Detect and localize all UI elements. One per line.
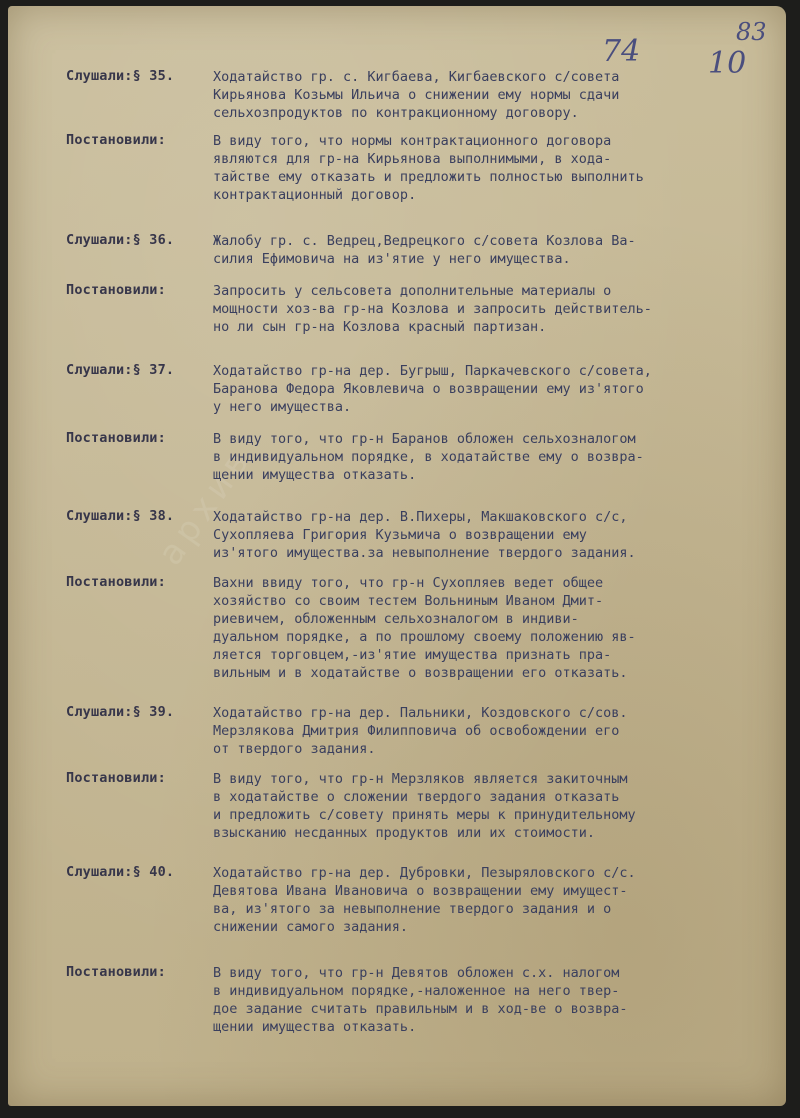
entry-text: Ходатайство гр-на дер. Пальники, Коздовского с/сов. Мерзлякова Дмитрия Филипповича об освобождении его от твердого задания. — [213, 705, 628, 757]
entry-label: Постановили: — [66, 770, 166, 786]
entry-text: В виду того, что гр-н Мерзляков является закиточным в ходатайстве о сложении твердого задания отказать и предложить с/совету принять меры к принудительному взысканию несданных продуктов или их стоимости. — [213, 771, 636, 841]
entry-text: Жалобу гр. с. Ведрец,Ведрецкого с/совета Козлова Ва- силия Ефимовича на из'ятие у него имущества. — [213, 233, 636, 267]
entry-label: Слушали:§ 37. — [66, 362, 175, 378]
entry-label: Постановили: — [66, 132, 166, 148]
watermark: архив — [150, 439, 261, 573]
entry-text: Вахни ввиду того, что гр-н Сухопляев ведет общее хозяйство со своим тестем Вольниным Иваном Дмит- риевичем, обложенным сельхозналогом в индиви- дуальном порядке, а по прошлому своему положению яв- ляется торговцем,-из'ятие имущества признать пра- вильным и в ходатайстве о возвращении его отказать. — [213, 575, 636, 681]
entry-label: Постановили: — [66, 574, 166, 590]
entry-text: Ходатайство гр. с. Кигбаева, Кигбаевского с/совета Кирьянова Козьмы Ильича о снижении ему нормы сдачи сельхозпродуктов по контракционному договору. — [213, 69, 620, 121]
entry-label: Постановили: — [66, 964, 166, 980]
entry-label: Слушали:§ 38. — [66, 508, 175, 524]
entry-label: Слушали:§ 40. — [66, 864, 175, 880]
entry-text: Ходатайство гр-на дер. Бугрыш, Паркачевского с/совета, Баранова Федора Яковлевича о возвращении ему из'ятого у него имущества. — [213, 363, 652, 415]
entry-label: Постановили: — [66, 430, 166, 446]
page-number: 83 — [736, 18, 767, 46]
entry-text: В виду того, что гр-н Девятов обложен с.х. налогом в индивидуальном порядке,-наложенное на него твер- дое задание считать правильным и в ход-ве о возвра- щении имущества отказать. — [213, 965, 628, 1035]
entry-text: Запросить у сельсовета дополнительные материалы о мощности хоз-ва гр-на Козлова и запросить действитель- но ли сын гр-на Козлова красный партизан. — [213, 283, 652, 335]
entry-text: Ходатайство гр-на дер. Дубровки, Пезыряловского с/с. Девятова Ивана Ивановича о возвращении ему имущест- ва, из'ятого за невыполнение твердого задания и о снижении самого задания. — [213, 865, 636, 935]
entry-label: Постановили: — [66, 282, 166, 298]
archive-page — [8, 6, 786, 1106]
margin-note: 74 — [602, 34, 641, 69]
entry-text: Ходатайство гр-на дер. В.Пихеры, Макшаковского с/с, Сухопляева Григория Кузьмича о возвращении ему из'ятого имущества.за невыполнение твердого задания. — [213, 509, 636, 561]
entry-label: Слушали:§ 39. — [66, 704, 175, 720]
entry-label: Слушали:§ 36. — [66, 232, 175, 248]
entry-label: Слушали:§ 35. — [66, 68, 175, 84]
margin-note-2: 10 — [708, 46, 747, 81]
entry-text: В виду того, что гр-н Баранов обложен сельхозналогом в индивидуальном порядке, в ходатайстве ему о возвра- щении имущества отказать. — [213, 431, 644, 483]
entry-text: В виду того, что нормы контрактационного договора являются для гр-на Кирьянова выполнимыми, в хода- тайстве ему отказать и предложить полностью выполнить контрактационный договор. — [213, 133, 644, 203]
